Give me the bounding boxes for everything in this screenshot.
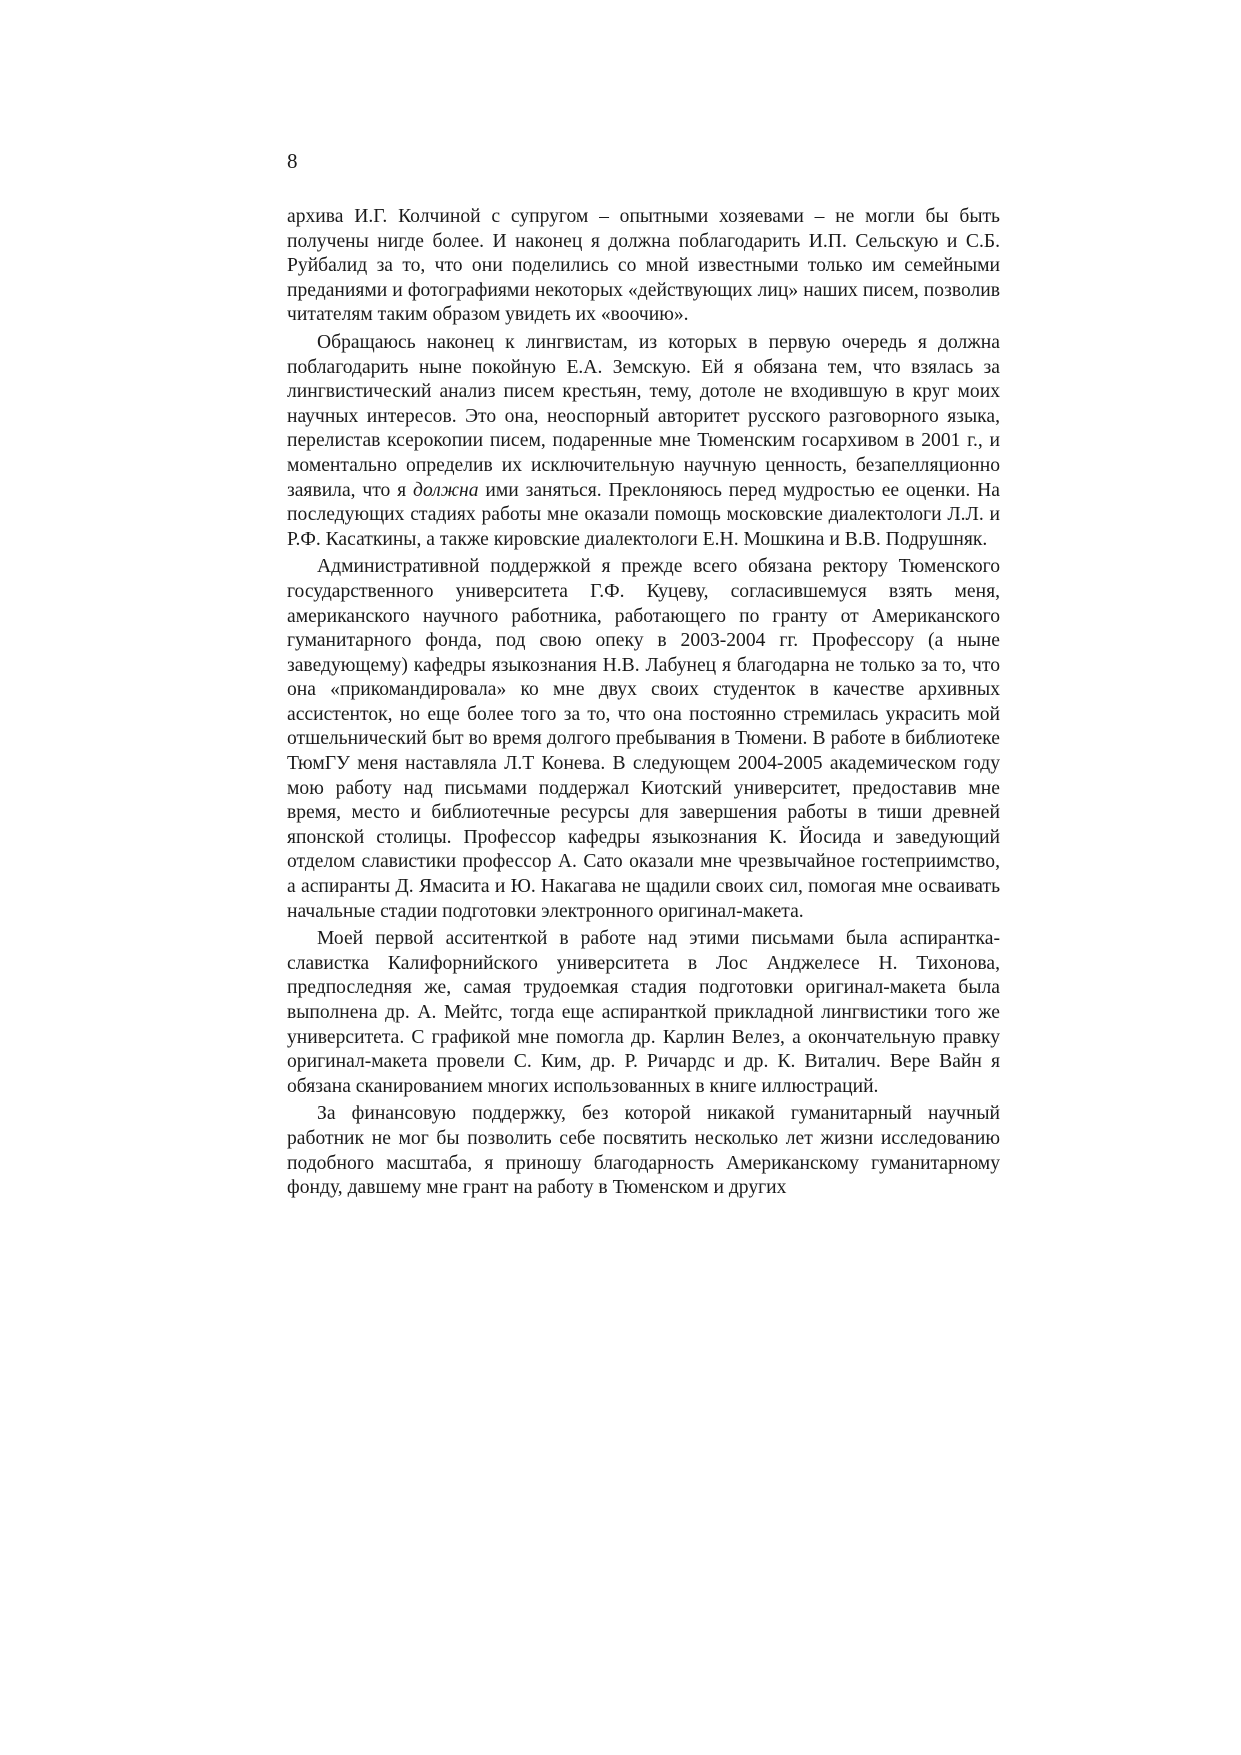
paragraph-administrative-support: Административной поддержкой я прежде всего обязана ректору Тюменского государственного университета Г.Ф. Куцеву, согласившемуся взять меня, американского научного работника, работающего по гранту от Американского гуманитарного фонда, под свою опеку в 2003-2004 гг. Профессору (а ныне заведующему) кафедры языкознания Н.В. Лабунец я благодарна не только за то, что она «прикомандировала» ко мне двух своих студенток в качестве архивных ассистенток, но еще более того за то, что она постоянно стремилась украсить мой отшельнический быт во время долгого пребывания в Тюмени. В работе в библиотеке ТюмГУ меня наставляла Л.Т Конева. В следующем 2004-2005 академическом году мою работу над письмами поддержал Киотский университет, предоставив мне время, место и библиотечные ресурсы для завершения работы в тиши древней японской столицы. Профессор кафедры языкознания К. Йосида и заведующий отделом славистики профессор А. Сато оказали мне чрезвычайное гостеприимство, а аспиранты Д. Ямасита и Ю. Накагава не щадили своих сил, помогая мне осваивать начальные стадии подготовки электронного оригинал-макета. <box>287 556 1000 922</box>
paragraph-linguists-text-1: Обращаюсь наконец к лингвистам, из которых в первую очередь я должна поблагодарить ныне покойную Е.А. Земскую. Ей я обязана тем, что взялась за лингвистический анализ писем крестьян, тему, дотоле не входившую в круг моих научных интересов. Это она, неоспорный авторитет русского разговорного языка, перелистав ксерокопии писем, подаренные мне Тюменским госархивом в 2001 г., и моментально определив их исключительную научную ценность, безапелляционно заявила, что я <box>287 331 1000 501</box>
paragraph-archive-thanks: архива И.Г. Колчиной с супругом – опытными хозяевами – не могли бы быть получены нигде более. И наконец я должна поблагодарить И.П. Сельскую и С.Б. Руйбалид за то, что они поделились со мной известными только им семейными преданиями и фотографиями некоторых «действующих лиц» наших писем, позволив читателям таким образом увидеть их «воочию». <box>287 206 1000 326</box>
page-number: 8 <box>287 149 298 173</box>
paragraph-assistants: Моей первой асситенткой в работе над этими письмами была аспирантка-славистка Калифорнийского университета в Лос Анджелесе Н. Тихонова, предпоследняя же, самая трудоемкая стадия подготовки оригинал-макета была выполнена др. А. Мейтс, тогда еще аспиранткой прикладной лингвистики того же университета. С графикой мне помогла др. Карлин Велез, а окончательную правку оригинал-макета провели С. Ким, др. Р. Ричардс и др. К. Виталич. Вере Вайн я обязана сканированием многих использованных в книге иллюстраций. <box>287 928 1000 1097</box>
emphasis-dolzhna: должна <box>413 479 479 501</box>
paragraph-linguists-text-2: ими заняться. Преклоняюсь перед мудростью ее оценки. На последующих стадиях работы мне оказали помощь московские диалектологи Л.Л. и Р.Ф. Касаткины, а также кировские диалектологи Е.Н. Мошкина и В.В. Подрушняк. <box>287 479 1000 550</box>
paragraph-financial-support: За финансовую поддержку, без которой никакой гуманитарный научный работник не мог бы позволить себе посвятить несколько лет жизни исследованию подобного масштаба, я приношу благодарность Американскому гуманитарному фонду, давшему мне грант на работу в Тюменском и других <box>287 1103 1000 1199</box>
body-text <box>287 205 1000 1201</box>
paragraph-linguists <box>287 331 1000 552</box>
